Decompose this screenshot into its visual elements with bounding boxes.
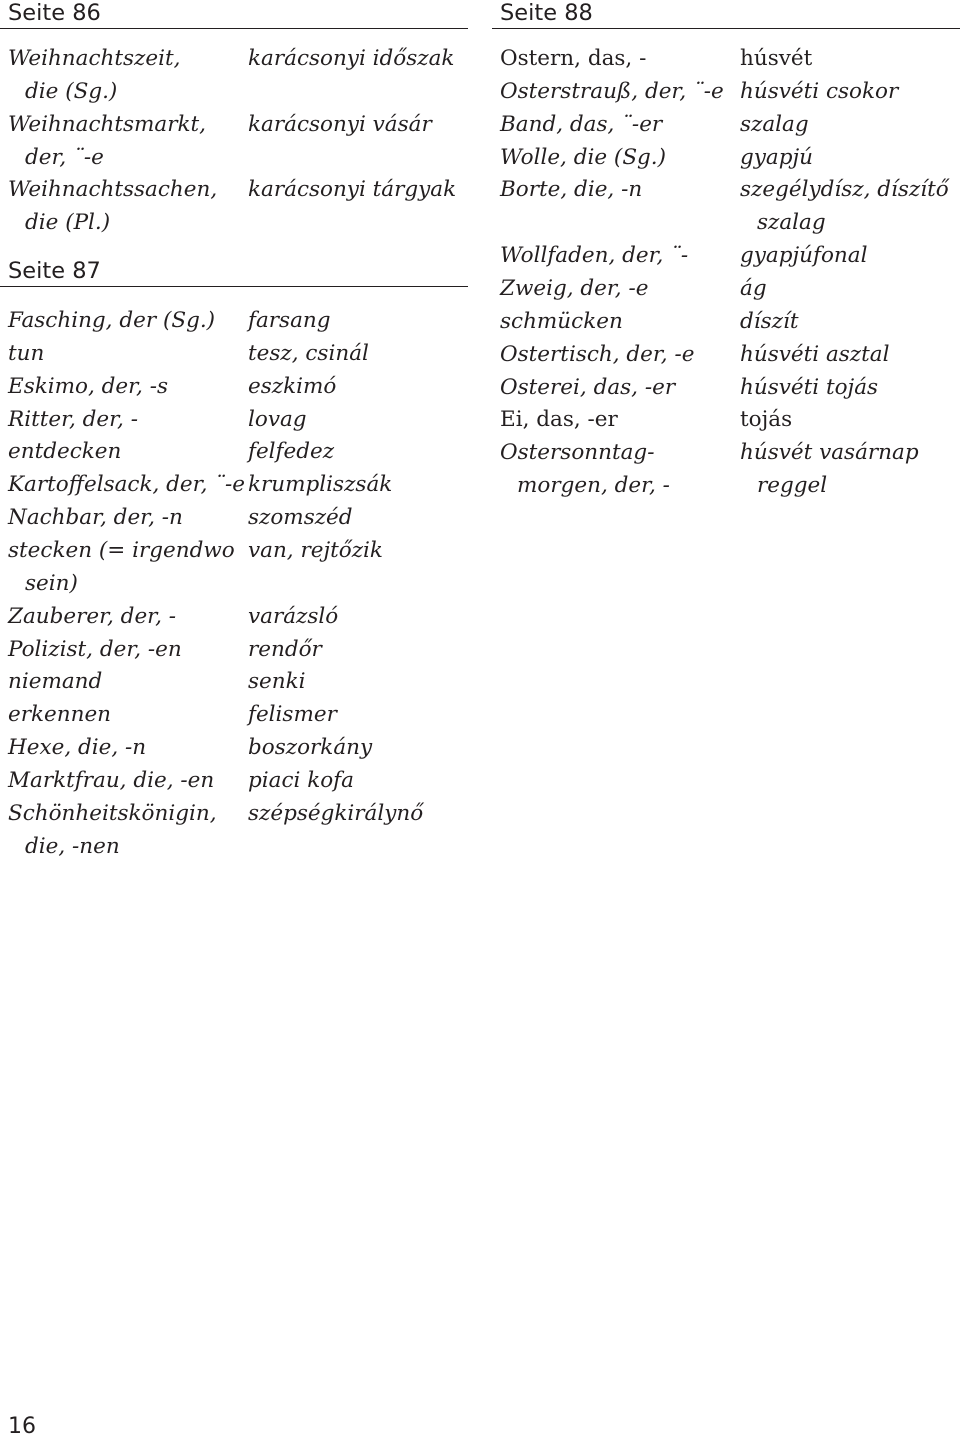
german-term: die (Pl.) (25, 210, 111, 236)
section-heading: Seite 86 (0, 0, 468, 29)
german-term: stecken (= irgendwo (8, 537, 235, 563)
german-term: Schönheitskönigin, (8, 800, 217, 826)
hungarian-translation: szépségkirálynő (248, 800, 424, 826)
german-term: Kartoffelsack, der, ¨-e (8, 472, 245, 498)
hungarian-translation: húsvét vasárnap (740, 440, 919, 466)
hungarian-translation: lovag (248, 406, 307, 432)
hungarian-translation: tesz, csinál (248, 340, 369, 366)
german-term: Ritter, der, - (8, 406, 138, 432)
hungarian-translation: eszkimó (248, 373, 337, 399)
hungarian-translation: felismer (248, 702, 337, 728)
german-term: Fasching, der (Sg.) (8, 308, 216, 333)
hungarian-translation: piaci kofa (248, 767, 354, 793)
german-term: Borte, die, -n (500, 177, 643, 203)
german-term: Zauberer, der, - (8, 603, 177, 629)
german-term: tun (8, 340, 45, 366)
german-term: entdecken (8, 439, 122, 465)
hungarian-translation: tojás (740, 407, 793, 433)
hungarian-translation: karácsonyi vásár (248, 111, 432, 137)
german-term: Nachbar, der, -n (8, 505, 183, 531)
hungarian-translation: húsvéti csokor (740, 78, 899, 104)
hungarian-translation: rendőr (248, 636, 322, 662)
german-term: Band, das, ¨-er (500, 111, 663, 137)
german-term: Marktfrau, die, -en (8, 767, 215, 793)
german-term: sein) (25, 570, 78, 596)
german-term: Ostertisch, der, -e (500, 341, 695, 367)
hungarian-translation: farsang (248, 308, 331, 333)
german-term: der, ¨-e (25, 144, 104, 170)
hungarian-translation: ág (740, 275, 767, 301)
german-term: Weihnachtsmarkt, (8, 111, 207, 137)
german-term: die (Sg.) (25, 78, 118, 104)
german-term: Weihnachtszeit, (8, 46, 181, 71)
hungarian-translation: húsvéti asztal (740, 341, 890, 367)
hungarian-translation: szalag (740, 111, 809, 137)
german-term: schmücken (500, 308, 623, 334)
german-term: Weihnachtssachen, (8, 177, 218, 203)
page-number: 16 (8, 1414, 36, 1439)
german-term: Zweig, der, -e (500, 275, 649, 301)
german-term: Osterei, das, -er (500, 374, 676, 400)
hungarian-translation: díszít (740, 308, 799, 334)
hungarian-translation: szomszéd (248, 505, 353, 531)
section-heading: Seite 87 (0, 258, 468, 287)
section-heading: Seite 88 (492, 0, 960, 29)
german-term: Eskimo, der, -s (8, 373, 169, 399)
hungarian-translation: gyapjúfonal (740, 243, 868, 269)
hungarian-translation: gyapjú (740, 144, 814, 170)
hungarian-translation: varázsló (248, 603, 339, 629)
hungarian-translation: karácsonyi időszak (248, 46, 455, 71)
german-term: erkennen (8, 702, 112, 728)
hungarian-translation: felfedez (248, 439, 335, 465)
hungarian-translation: krumpliszsák (248, 472, 393, 498)
hungarian-translation: boszorkány (248, 735, 373, 761)
hungarian-translation: húsvéti tojás (740, 374, 879, 400)
german-term: Hexe, die, -n (8, 735, 147, 761)
german-term: morgen, der, - (517, 473, 670, 499)
hungarian-translation: húsvét (740, 46, 813, 71)
german-term: Osterstrauß, der, ¨-e (500, 78, 724, 104)
german-term: niemand (8, 669, 103, 695)
hungarian-translation: karácsonyi tárgyak (248, 177, 457, 203)
hungarian-translation: reggel (757, 473, 828, 499)
german-term: Wollfaden, der, ¨- (500, 243, 689, 269)
hungarian-translation: senki (248, 669, 306, 695)
german-term: Polizist, der, -en (8, 636, 182, 662)
german-term: Ostersonntag- (500, 440, 655, 466)
hungarian-translation: van, rejtőzik (248, 537, 383, 563)
hungarian-translation: szegélydísz, díszítő (740, 177, 949, 203)
german-term: Ostern, das, - (500, 46, 647, 71)
german-term: die, -nen (25, 833, 120, 859)
german-term: Wolle, die (Sg.) (500, 144, 667, 170)
german-term: Ei, das, -er (500, 407, 618, 433)
hungarian-translation: szalag (757, 210, 826, 236)
